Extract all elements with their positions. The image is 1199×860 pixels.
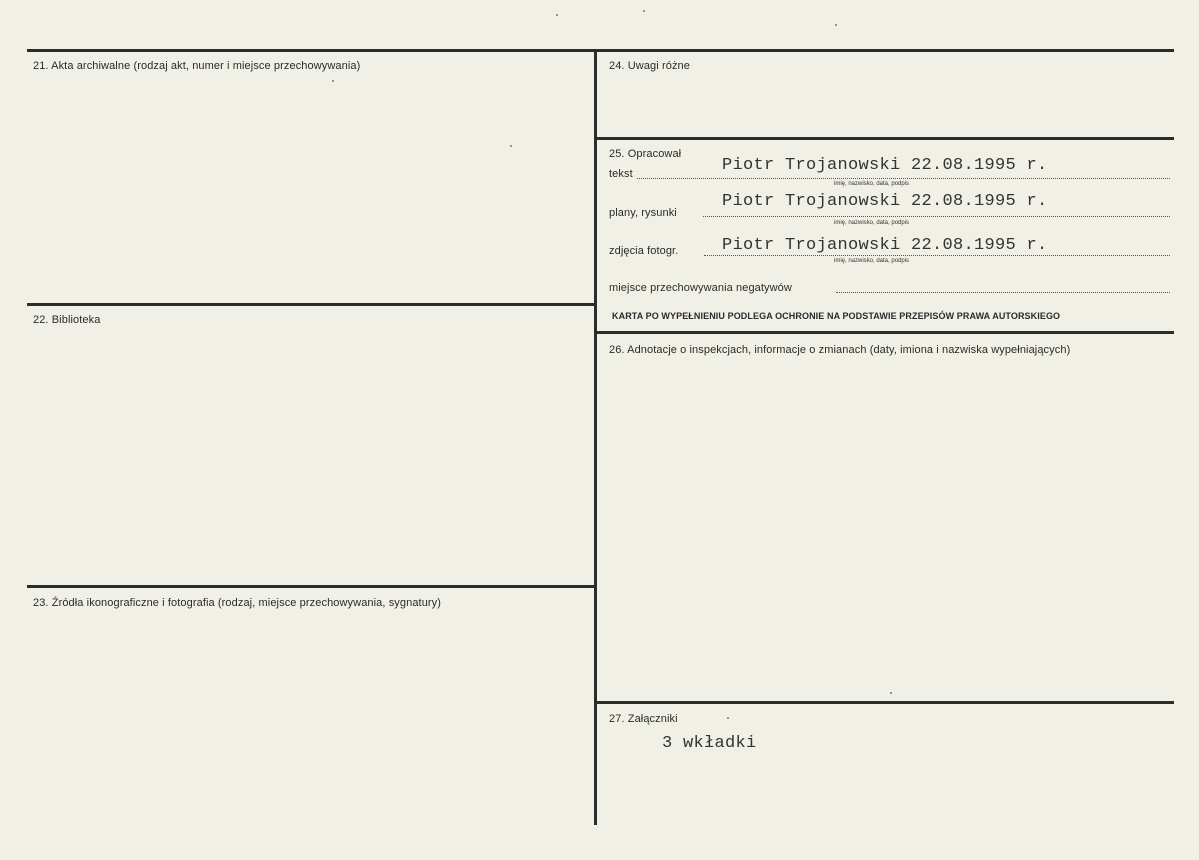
- row-tekst-label: tekst: [609, 168, 633, 180]
- row-tekst-line: [637, 178, 1170, 179]
- paper-speck: [332, 80, 334, 82]
- paper-speck: [727, 717, 729, 719]
- section-23-label: 23. Źródła ikonograficzne i fotografia (rodzaj, miejsce przechowywania, sygnatury): [33, 597, 442, 609]
- attachments-value: 3 wkładki: [662, 734, 757, 753]
- section-22-label: 22. Biblioteka: [33, 314, 101, 326]
- row-zdjecia-caption: imię, nazwisko, data, podpis: [834, 258, 910, 264]
- paper-speck: [835, 24, 837, 26]
- paper-speck: [556, 14, 558, 16]
- row-zdjecia-line: [704, 255, 1170, 256]
- row-tekst-value: Piotr Trojanowski 22.08.1995 r.: [722, 156, 1048, 175]
- row-plany-line: [703, 216, 1170, 217]
- negatives-label: miejsce przechowywania negatywów: [609, 282, 792, 294]
- center-divider: [594, 49, 597, 825]
- section-25-label: 25. Opracował: [609, 148, 682, 160]
- section-21-label: 21. Akta archiwalne (rodzaj akt, numer i miejsce przechowywania): [33, 60, 361, 72]
- section-24-label: 24. Uwagi różne: [609, 60, 690, 72]
- row-plany-label: plany, rysunki: [609, 207, 677, 219]
- rule-24-25: [596, 137, 1174, 140]
- paper-speck: [643, 10, 645, 12]
- rule-25-26: [596, 331, 1174, 334]
- row-zdjecia-label: zdjęcia fotogr.: [609, 245, 679, 257]
- paper-speck: [510, 145, 512, 147]
- row-plany-value: Piotr Trojanowski 22.08.1995 r.: [722, 192, 1048, 211]
- rule-22-23: [27, 585, 596, 588]
- row-tekst-caption: imię, nazwisko, data, podpis: [834, 181, 910, 187]
- row-zdjecia-value: Piotr Trojanowski 22.08.1995 r.: [722, 236, 1048, 255]
- copyright-notice: KARTA PO WYPEŁNIENIU PODLEGA OCHRONIE NA PODSTAWIE PRZEPISÓW PRAWA AUTORSKIEGO: [612, 311, 1061, 321]
- section-27-label: 27. Załączniki: [609, 713, 678, 725]
- negatives-line: [836, 292, 1170, 293]
- row-plany-caption: imię, nazwisko, data, podpis: [834, 220, 910, 226]
- rule-26-27: [596, 701, 1174, 704]
- section-26-label: 26. Adnotacje o inspekcjach, informacje o zmianach (daty, imiona i nazwiska wypełniających): [609, 344, 1071, 356]
- top-rule: [27, 49, 1174, 52]
- rule-21-22: [27, 303, 596, 306]
- paper-speck: [890, 692, 892, 694]
